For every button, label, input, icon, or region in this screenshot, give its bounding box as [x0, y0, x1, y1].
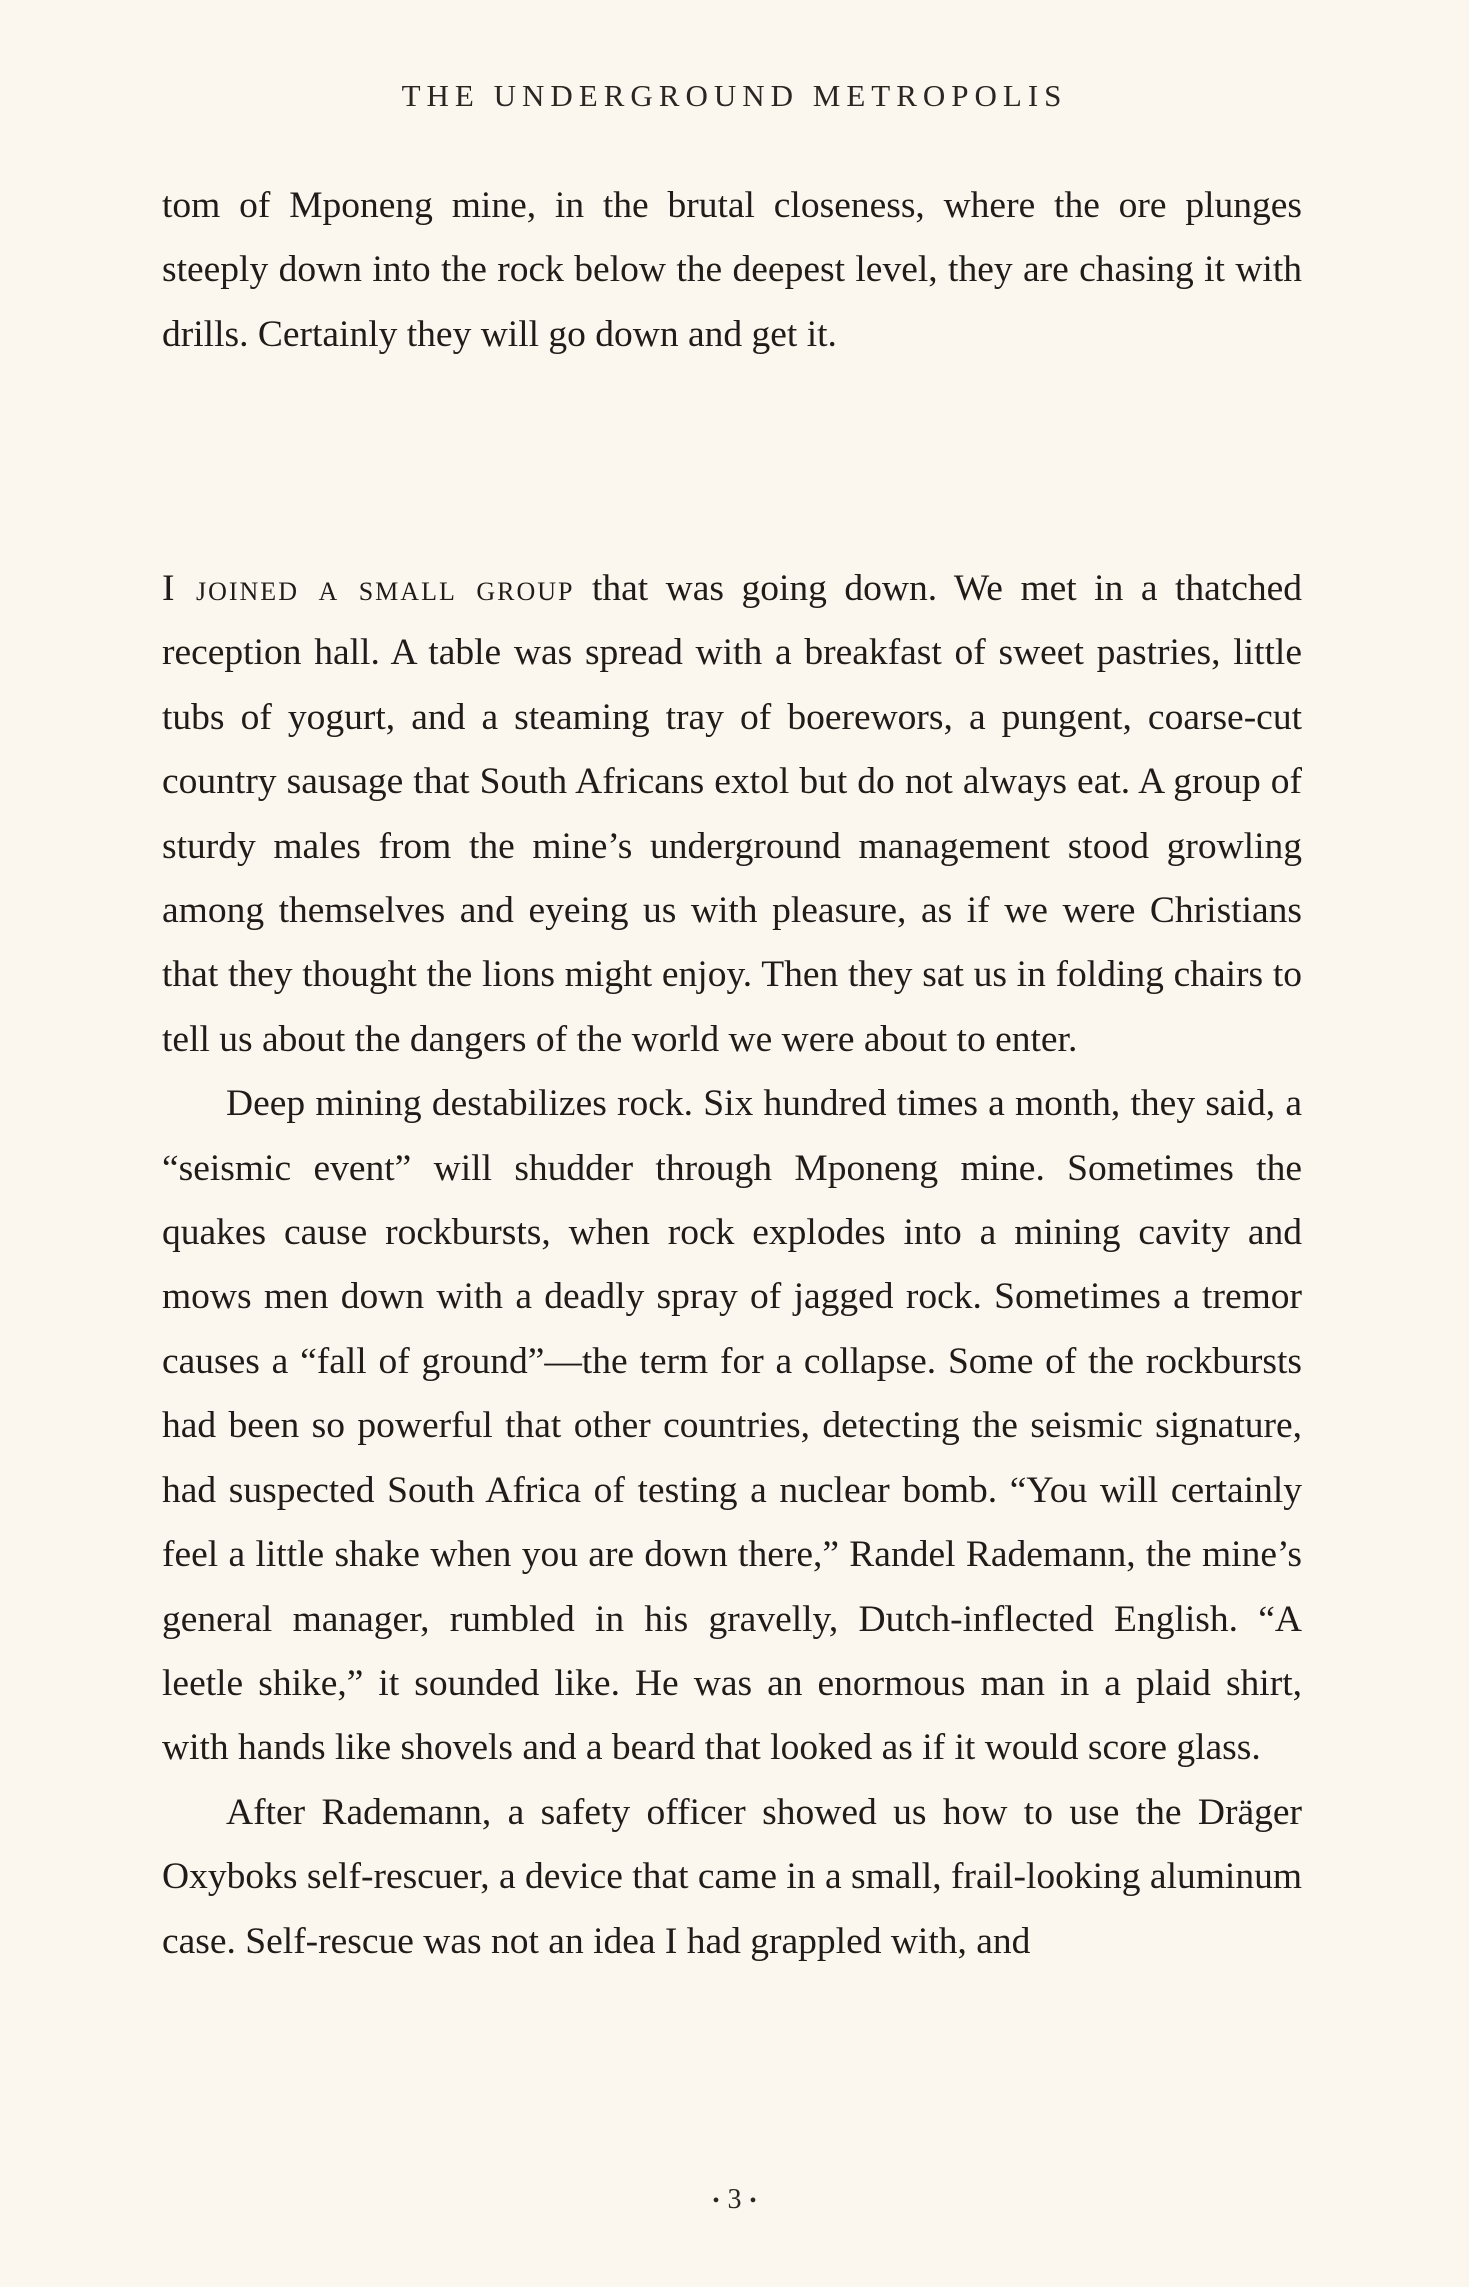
- page-number-value: 3: [727, 2184, 742, 2215]
- paragraph: After Rademann, a safety officer showed us how to use the Dräger Oxyboks self-rescuer, a device that came in a small, frail-looking aluminum case. Self-rescue was not an idea I had grappled with, and: [162, 1791, 1302, 1962]
- folio-ornament-left: •: [712, 2190, 720, 2213]
- paragraph: tom of Mponeng mine, in the brutal closeness, where the ore plunges steeply down into the rock below the deepest level, they are chasing it with drills. Certainly they will go down and get it.: [162, 185, 1302, 355]
- section-lead-in: I joined a small group: [162, 568, 575, 609]
- text-block-section: [162, 557, 1302, 1974]
- page-number: [0, 2184, 1469, 2216]
- paragraph: Deep mining destabilizes rock. Six hundred times a month, they said, a “seismic event” will shudder through Mponeng mine. Sometimes the quakes cause rockbursts, when rock explodes into a mining cavity and mows men down with a deadly spray of jagged rock. Sometimes a tremor causes a “fall of ground”—the term for a collapse. Some of the rockbursts had been so powerful that other countries, detecting the seismic signature, had suspected South Africa of testing a nuclear bomb. “You will certainly feel a little shake when you are down there,” Randel Rademann, the mine’s general manager, rumbled in his gravelly, Dutch-inflected English. “A leetle shike,” it sounded like. He was an enormous man in a plaid shirt, with hands like shovels and a beard that looked as if it would score glass.: [162, 1083, 1302, 1769]
- text-block-continuation: [162, 174, 1302, 367]
- folio-ornament-right: •: [749, 2190, 757, 2213]
- paragraph-opening: [162, 557, 1302, 1072]
- running-head: THE UNDERGROUND METROPOLIS: [401, 78, 1068, 113]
- paragraph-text: that was going down. We met in a thatched reception hall. A table was spread with a breakfast of sweet pastries, little tubs of yogurt, and a steaming tray of boerewors, a pungent, coarse-cut country sausage that South Africans extol but do not always eat. A group of sturdy males from the mine’s underground management stood growling among themselves and eyeing us with pleasure, as if we were Christians that they thought the lions might enjoy. Then they sat us in folding chairs to tell us about the dangers of the world we were about to enter.: [162, 568, 1302, 1060]
